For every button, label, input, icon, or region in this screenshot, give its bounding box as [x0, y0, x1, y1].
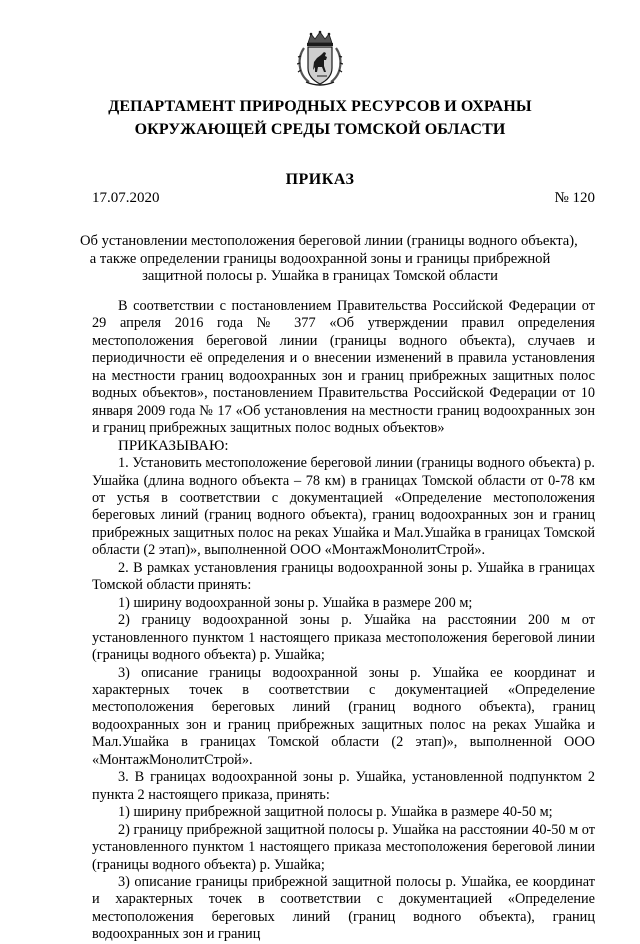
subject-line-1: Об установлении местоположения береговой линии (границы водного объекта), — [80, 233, 578, 249]
clause-3-paragraph: 3. В границах водоохранной зоны р. Ушайка, установленной подпунктом 2 пункта 2 настоящего приказа, принять: — [92, 769, 595, 803]
clause-2-item-2: 2) границу водоохранной зоны р. Ушайка на расстоянии 200 м от установленного пунктом 1 настоящего приказа местоположения береговой линии (границы водного объекта) р. Ушайка; — [92, 612, 595, 664]
clause-3-item-1: 1) ширину прибрежной защитной полосы р. Ушайка в размере 40-50 м; — [118, 804, 553, 821]
tomsk-coat-of-arms-icon — [297, 30, 343, 88]
subject-line-3: защитной полосы р. Ушайка в границах Томской области — [142, 268, 498, 285]
document-date: 17.07.2020 — [92, 190, 160, 206]
clause-3-item-2: 2) границу прибрежной защитной полосы р. Ушайка на расстоянии 40-50 м от установленного пунктом 1 настоящего приказа местоположения береговой линии (границы водного объекта) р. Ушайка; — [92, 821, 595, 873]
organization-name-line-1: ДЕПАРТАМЕНТ ПРИРОДНЫХ РЕСУРСОВ И ОХРАНЫ — [108, 98, 532, 115]
organization-name-line-2: ОКРУЖАЮЩЕЙ СРЕДЫ ТОМСКОЙ ОБЛАСТИ — [134, 121, 506, 138]
document-subject — [80, 233, 578, 286]
document-body — [92, 298, 595, 944]
clause-2-item-1: 1) ширину водоохранной зоны р. Ушайка в размере 200 м; — [118, 594, 473, 611]
document-number: № 120 — [554, 190, 595, 206]
order-heading: ПРИКАЗЫВАЮ: — [118, 437, 229, 454]
clause-2-item-3: 3) описание границы водоохранной зоны р. Ушайка ее координат и характерных точек в соответствии с документацией «Определение местоположения береговых линий (границ водного объекта), границ водоохранных зон и границ прибрежных защитных полос на реках Ушайка и Мал.Ушайка в границах Томской области (2 этап)», выполненной ООО «МонтажМонолитСтрой». — [92, 664, 595, 768]
document-type-title: ПРИКАЗ — [285, 171, 355, 188]
subject-line-2: а также определении границы водоохранной зоны и границы прибрежной — [89, 250, 551, 267]
clause-2-paragraph: 2. В рамках установления границы водоохранной зоны р. Ушайка в границах Томской области принять: — [92, 559, 595, 594]
clause-3-item-3: 3) описание границы прибрежной защитной полосы р. Ушайка, ее координат и характерных точек в соответствии с документацией «Определение местоположения береговых линий (границ водного объекта), границ водоохранных зон и границ — [92, 873, 595, 943]
clause-1-paragraph: 1. Установить местоположение береговой линии (границы водного объекта) р. Ушайка (длина водного объекта – 78 км) в границах Томской области от 0-78 км от устья в соответствии с документацией «Определение местоположения береговых линий (границ водного объекта), границ водоохранных зон и границ прибрежных защитных полос на реках Ушайка и Мал.Ушайка в границах Томской области (2 этап)», выполненной ООО «МонтажМонолитСтрой». — [92, 455, 595, 559]
preamble-paragraph: В соответствии с постановлением Правительства Российской Федерации от 29 апреля 2016 года № 377 «Об утверждении правил определения местоположения береговой линии (границы водного объекта), случаев и периодичности её определения и о внесении изменений в правила установления на местности границ водоохранных зон и границ прибрежных защитных полос водных объектов», постановлением Правительства Российской Федерации от 10 января 2009 года № 17 «Об установления на местности границ водоохранных зон и границ прибрежных защитных полос водных объектов» — [92, 298, 595, 437]
